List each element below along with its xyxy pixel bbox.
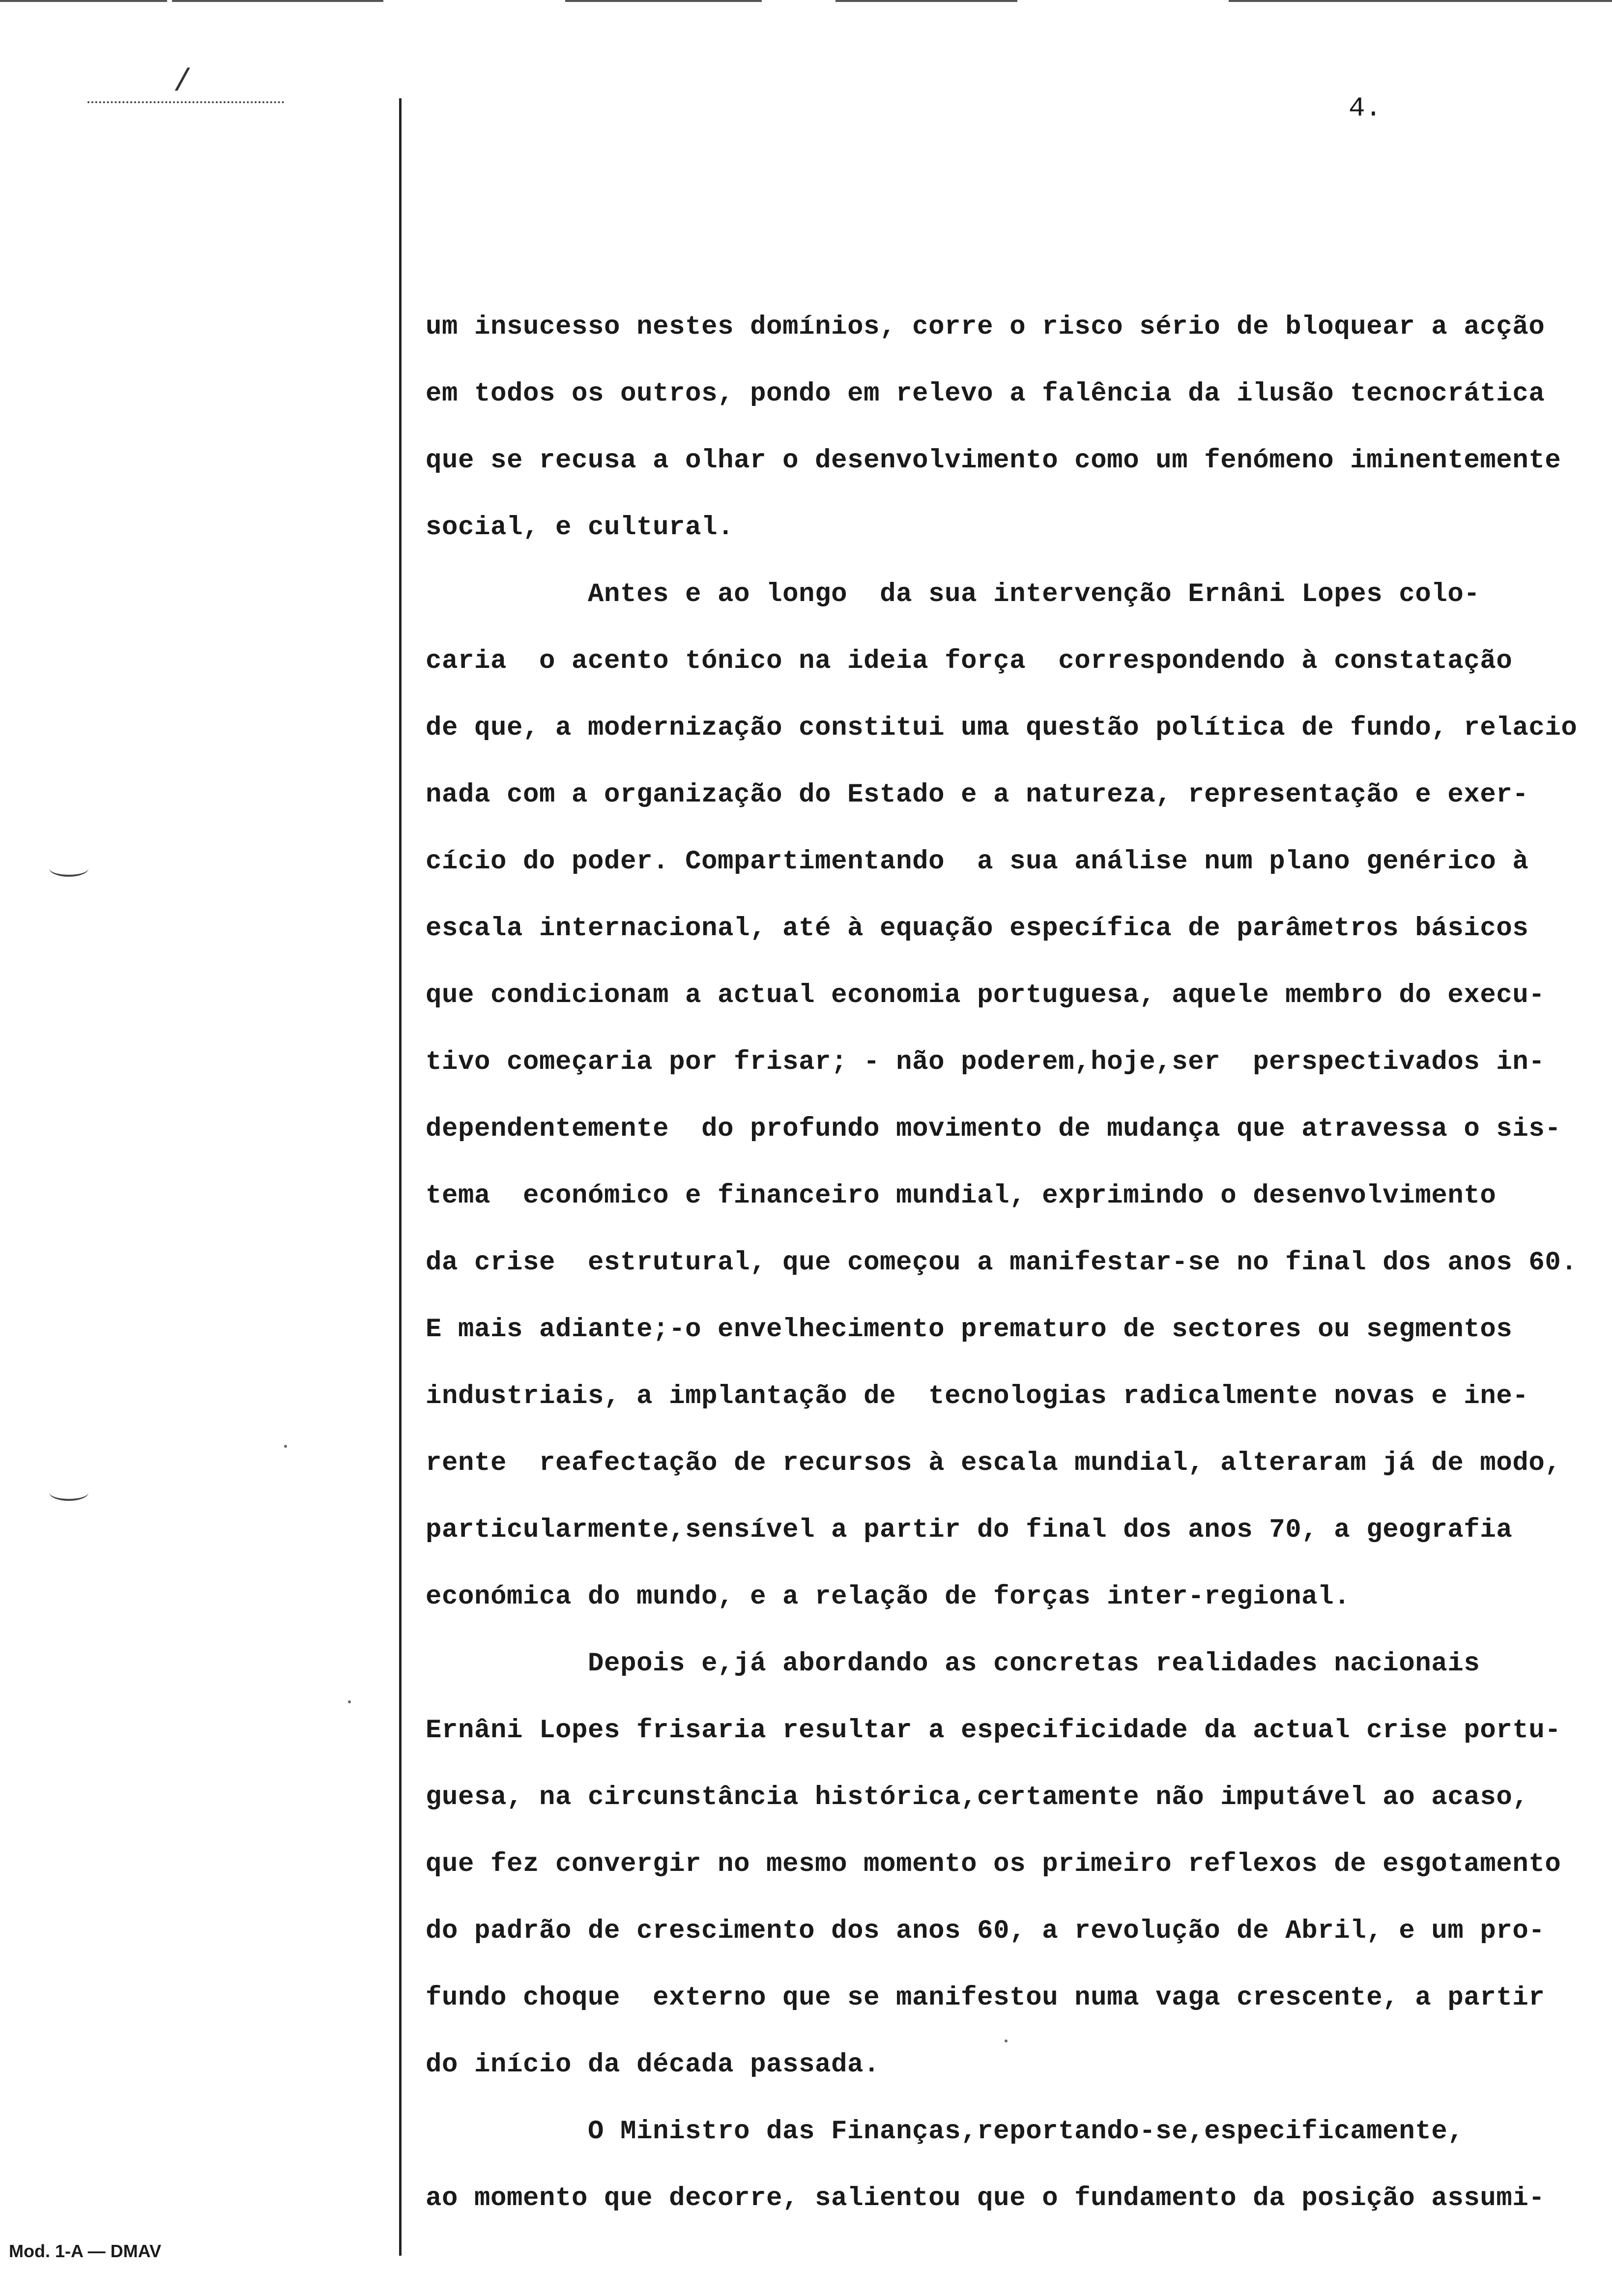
text-line: em todos os outros, pondo em relevo a falência da ilusão tecnocrática <box>426 379 1545 409</box>
top-scan-edge-1 <box>0 0 167 2</box>
text-line: rente reafectação de recursos à escala mundial, alteraram já de modo, <box>426 1448 1561 1478</box>
text-line: social, e cultural. <box>426 513 734 543</box>
text-line: tema económico e financeiro mundial, exprimindo o desenvolvimento <box>426 1181 1497 1211</box>
text-line: Depois e,já abordando as concretas realidades nacionais <box>426 1649 1480 1679</box>
text-line: caria o acento tónico na ideia força correspondendo à constatação <box>426 646 1513 676</box>
text-line: económica do mundo, e a relação de forças inter-regional. <box>426 1582 1351 1612</box>
text-line: guesa, na circunstância histórica,certamente não imputável ao acaso, <box>426 1782 1529 1812</box>
top-scan-edge-2 <box>172 0 383 2</box>
form-code-footer: Mod. 1-A — DMAV <box>9 2241 161 2261</box>
text-line: particularmente,sensível a partir do final dos anos 70, a geografia <box>426 1515 1513 1545</box>
text-line: Ernâni Lopes frisaria resultar a especificidade da actual crise portu- <box>426 1716 1561 1746</box>
document-body <box>426 294 1605 2232</box>
text-line: fundo choque externo que se manifestou numa vaga crescente, a partir <box>426 1983 1545 2013</box>
text-line: que fez convergir no mesmo momento os primeiro reflexos de esgotamento <box>426 1849 1561 1879</box>
text-line: Antes e ao longo da sua intervenção Ernâni Lopes colo- <box>426 579 1480 609</box>
text-line: do início da década passada. <box>426 2050 880 2080</box>
left-margin-rule <box>399 98 402 2256</box>
page-number: 4. <box>1349 92 1382 124</box>
top-scan-edge-3 <box>565 0 762 2</box>
text-line: que se recusa a olhar o desenvolvimento como um fenómeno iminentemente <box>426 446 1561 476</box>
text-line: E mais adiante;-o envelhecimento prematuro de sectores ou segmentos <box>426 1315 1513 1345</box>
text-line: de que, a modernização constitui uma questão política de fundo, relacio <box>426 713 1578 743</box>
hole-punch-mark-1 <box>49 860 88 877</box>
header-mark: / <box>173 65 192 100</box>
text-line: nada com a organização do Estado e a natureza, representação e exer- <box>426 780 1529 810</box>
scan-speck-2 <box>348 1700 351 1703</box>
text-line: do padrão de crescimento dos anos 60, a revolução de Abril, e um pro- <box>426 1916 1545 1946</box>
text-line: cício do poder. Compartimentando a sua análise num plano genérico à <box>426 847 1529 877</box>
text-line: um insucesso nestes domínios, corre o risco sério de bloquear a acção <box>426 312 1545 342</box>
text-line: ao momento que decorre, salientou que o fundamento da posição assumi- <box>426 2183 1545 2213</box>
scan-speck-1 <box>284 1445 287 1448</box>
top-scan-edge-4 <box>835 0 1017 2</box>
text-line: da crise estrutural, que começou a manifestar-se no final dos anos 60. <box>426 1248 1578 1278</box>
text-line: O Ministro das Finanças,reportando-se,especificamente, <box>426 2117 1464 2147</box>
text-line: dependentemente do profundo movimento de mudança que atravessa o sis- <box>426 1114 1561 1144</box>
hole-punch-mark-2 <box>49 1484 88 1501</box>
text-line: escala internacional, até à equação específica de parâmetros básicos <box>426 914 1529 944</box>
top-scan-edge-5 <box>1229 0 1612 2</box>
text-line: tivo começaria por frisar; - não poderem,hoje,ser perspectivados in- <box>426 1047 1545 1077</box>
text-line: que condicionam a actual economia portuguesa, aquele membro do execu- <box>426 980 1545 1010</box>
text-line: industriais, a implantação de tecnologias radicalmente novas e ine- <box>426 1381 1529 1411</box>
